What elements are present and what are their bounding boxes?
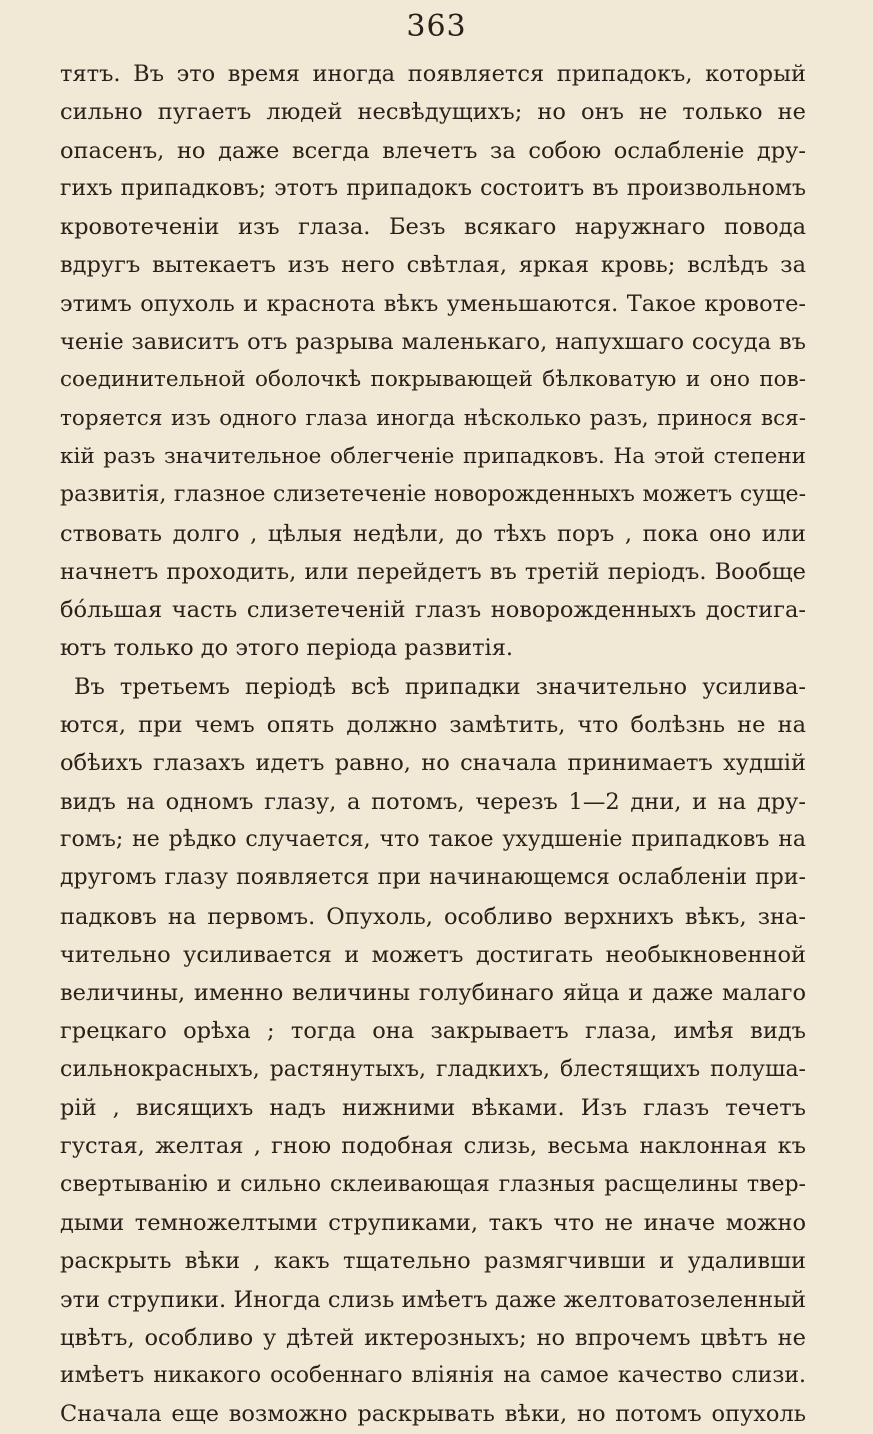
text-line: имѣетъ никакого особеннаго вліянія на самое качество слизи.	[60, 1363, 806, 1389]
text-line: гомъ; не рѣдко случается, что такое ухудшеніе припадковъ на	[60, 826, 806, 852]
page-number: 363	[406, 9, 467, 44]
paragraph-start-line: Въ третьемъ періодѣ всѣ припадки значительно усилива-	[74, 673, 806, 700]
text-line: кровотеченіи изъ глаза. Безъ всякаго наружнаго повода	[60, 214, 806, 241]
text-line: ются, при чемъ опять должно замѣтить, что болѣзнь не на	[60, 712, 806, 739]
text-line: чительно усиливается и можетъ достигать необыкновенной	[60, 941, 806, 968]
text-line: соединительной оболочкѣ покрывающей бѣлковатую и оно пов-	[60, 367, 806, 393]
text-line: падковъ на первомъ. Опухоль, особливо верхнихъ вѣкъ, зна-	[60, 903, 806, 930]
text-line: начнетъ проходить, или перейдетъ въ третій періодъ. Вообще	[60, 558, 806, 585]
text-line: грецкаго орѣха ; тогда она закрываетъ глаза, имѣя видъ	[60, 1018, 806, 1045]
text-line: развитія, глазное слизетеченіе новорожденныхъ можетъ суще-	[60, 482, 806, 508]
text-line: густая, желтая , гною подобная слизь, весьма наклонная къ	[60, 1133, 806, 1160]
text-line: этимъ опухоль и краснота вѣкъ уменьшаются. Такое кровоте-	[60, 290, 806, 317]
text-line: эти струпики. Иногда слизь имѣетъ даже желтоватозеленный	[60, 1286, 806, 1313]
text-line: торяется изъ одного глаза иногда нѣсколько разъ, принося вся-	[60, 405, 806, 431]
paragraph-end-line: ютъ только до этого періода развитія.	[60, 635, 514, 662]
text-line: гихъ припадковъ; этотъ припадокъ состоитъ въ произвольномъ	[60, 175, 806, 201]
text-line: рій , висящихъ надъ нижними вѣками. Изъ глазъ течетъ	[60, 1095, 806, 1122]
text-line: величины, именно величины голубинаго яйца и даже малаго	[60, 980, 806, 1007]
text-line: сильнокрасныхъ, растянутыхъ, гладкихъ, блестящихъ полуша-	[60, 1056, 806, 1082]
text-line: Сначала еще возможно раскрывать вѣки, но потомъ опухоль	[60, 1401, 806, 1428]
body-text	[60, 55, 806, 1434]
text-line: свертыванію и сильно склеивающая глазныя расщелины твер-	[60, 1171, 806, 1197]
text-line: дыми темножелтыми струпиками, такъ что не иначе можно	[60, 1209, 806, 1236]
text-line: ченіе зависитъ отъ разрыва маленькаго, напухшаго сосуда въ	[60, 329, 806, 356]
text-line: сильно пугаетъ людей несвѣдущихъ; но онъ не только не	[60, 99, 806, 126]
text-line: бо́льшая часть слизетеченій глазъ новорожденныхъ достига-	[60, 597, 806, 624]
text-line: видъ на одномъ глазу, а потомъ, черезъ 1—2 дни, и на дру-	[60, 788, 806, 815]
text-line: раскрыть вѣки , какъ тщательно размягчивши и удаливши	[60, 1248, 806, 1275]
text-line: обѣихъ глазахъ идетъ равно, но сначала принимаетъ худшій	[60, 750, 806, 777]
text-line: опасенъ, но даже всегда влечетъ за собою ослабленіе дру-	[60, 137, 806, 164]
text-line: кій разъ значительное облегченіе припадковъ. На этой степени	[60, 443, 806, 469]
text-line: другомъ глазу появляется при начинающемся ослабленіи при-	[60, 865, 806, 891]
text-line: вдругъ вытекаетъ изъ него свѣтлая, яркая кровь; вслѣдъ за	[60, 252, 806, 279]
text-line: ствовать долго , цѣлыя недѣли, до тѣхъ поръ , пока оно или	[60, 520, 806, 547]
text-line: тятъ. Въ это время иногда появляется припадокъ, который	[60, 61, 806, 87]
text-line: цвѣтъ, особливо у дѣтей иктерозныхъ; но впрочемъ цвѣтъ не	[60, 1324, 806, 1351]
